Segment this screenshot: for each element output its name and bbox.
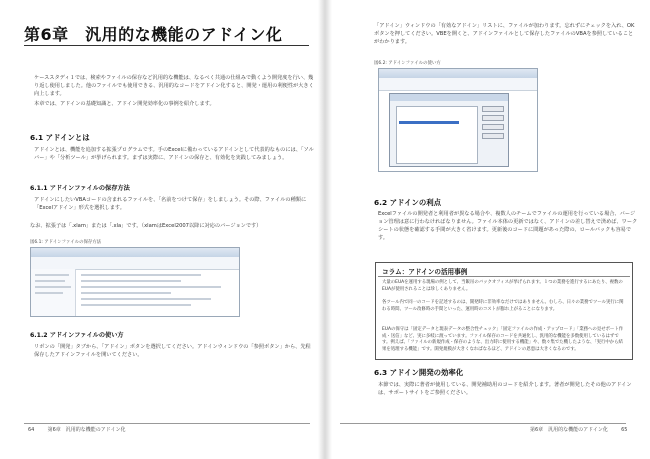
section-6-3-heading: 6.3 アドイン開発の効率化 — [374, 368, 464, 377]
right-footer — [530, 426, 628, 433]
addin-dialog — [389, 93, 509, 167]
left-running-head: 第6章 汎用的な機能のアドイン化 — [47, 427, 126, 433]
section-6-1-2-heading: 6.1.2 アドインファイルの使い方 — [30, 332, 124, 339]
page-gutter — [318, 0, 332, 459]
right-running-head: 第6章 汎用的な機能のアドイン化 — [530, 427, 608, 433]
extension-note: なお、拡張子は「.xlam」または「.xla」です。（xlamはExcel2007以降に対応のバージョンです） — [30, 223, 262, 229]
intro-paragraph-2: 本章では、アドインの基礎知識と、アドイン開発効率化の事例を紹介します。 — [34, 101, 215, 107]
continued-paragraph: 「アドイン」ウィンドウの「有効なアドイン」リストに、ファイルが加わります。忘れずにチェックを入れ、OKボタンを押してください。VBEを開くと、アドインファイルとして保存したファイルのVBAを参照していることがわかります。 — [374, 23, 635, 45]
section-6-1-1-paragraph: アドインにしたいVBAコードの含まれるファイルを、「名前をつけて保存」をしましょう。その際、ファイルの種類に「Excelアドイン」形式を選択します。 — [34, 197, 307, 211]
left-footer-rule — [24, 423, 310, 424]
column-paragraph-3: EUAの保守は「固定データと現表データの整合性チェック」「固定ファイルの作成・アップロード」「業務への見せポート作成・送信」など、実に多岐に渡っています。ファイル保存のコードを共通化し、汎用的な機能を多数使用しているはずです。例えば、「ファイルの新規作成・保存のような、出力時に使用する機能」や、数々集でた機したような、「実行中から結果を処理する機能」です。開発規模が大きくなればなるほど、アドインの恩恵は大きくなるのです。 — [382, 327, 624, 352]
chapter-rule — [24, 45, 309, 46]
section-6-2-paragraph: Excelファイルの開発者と利用者が異なる場合や、複数人のチームでファイルの運用を行っている場合、バージョン管理は意に行わなければなりません。ファイル本体の更新ではなく、アドインの差し替えで済めば、ワークシートの状態を確認する手間が大きく省けます。更新後のコードに問題があった際の、ロールバックも容易です。 — [378, 211, 638, 241]
figure-caption-2: 図6.2: アドインファイルの使い方 — [374, 61, 441, 66]
intro-paragraph-1: ケーススタディ１では、検索やファイルの保存など汎用的な機能は、なるべく共通の仕組みで動くよう開発度を行い、幾り返し使用しました。他のファイルでも使用できる、汎用的なコードをアドイン化すると、開発・運用の利便性が大きく向上します。 — [34, 75, 314, 97]
column-paragraph-1: 大量のEUAを運用する現場の例として、当飯吊のバックオフィスが挙げられます。１つの業務を進行するにあたり、複数のEUAが使用されることは珍しくありません。 — [382, 280, 623, 292]
section-6-1-paragraph: アドインとは、機能を追加する拡張プログラムです。手のExcelに備わっているアドインとして代表的なものには、「ソルバー」や「分析ツール」が挙げられます。まずは実際に、アドインの保存と、有効化を実践してみましょう。 — [34, 147, 314, 161]
left-page-number: 64 — [28, 427, 35, 433]
right-footer-rule — [340, 423, 626, 424]
section-6-2-heading: 6.2 アドインの利点 — [374, 198, 442, 207]
right-page-number: 65 — [621, 427, 628, 433]
column-paragraph-2: 各ツール内で同一のコードを記述するのは、開発時に非効率なだけではありません。むしろ、日々の業務でツール実行に関わる時間、ツール改修時の手間といった、運用時のコストが膨れ上がることになります。 — [382, 300, 624, 312]
section-6-3-paragraph: 本節では、実際に著者が使用している、開発補助用のコードを紹介します。著者が開発したその他のアドインは、サポートサイトをご参照ください。 — [378, 382, 632, 396]
figure-caption-1: 図6.1: アドインファイルの保存方法 — [30, 240, 102, 245]
figure-2-screenshot — [378, 68, 538, 172]
chapter-title: 第6章 汎用的な機能のアドイン化 — [24, 25, 283, 44]
left-footer — [28, 426, 126, 433]
section-6-1-heading: 6.1 アドインとは — [30, 133, 90, 142]
figure-1-screenshot — [30, 247, 240, 317]
column-title: コラム：アドインの活用事例 — [382, 268, 468, 276]
column-rule — [378, 276, 630, 277]
section-6-1-1-heading: 6.1.1 アドインファイルの保存方法 — [30, 185, 130, 192]
section-6-1-2-paragraph: リボンの「開発」タブから、「アドイン」ボタンを選択してください。アドインウィンドウの「参照ボタン」から、先程保存したアドインファイルを開いてください。 — [34, 344, 311, 358]
